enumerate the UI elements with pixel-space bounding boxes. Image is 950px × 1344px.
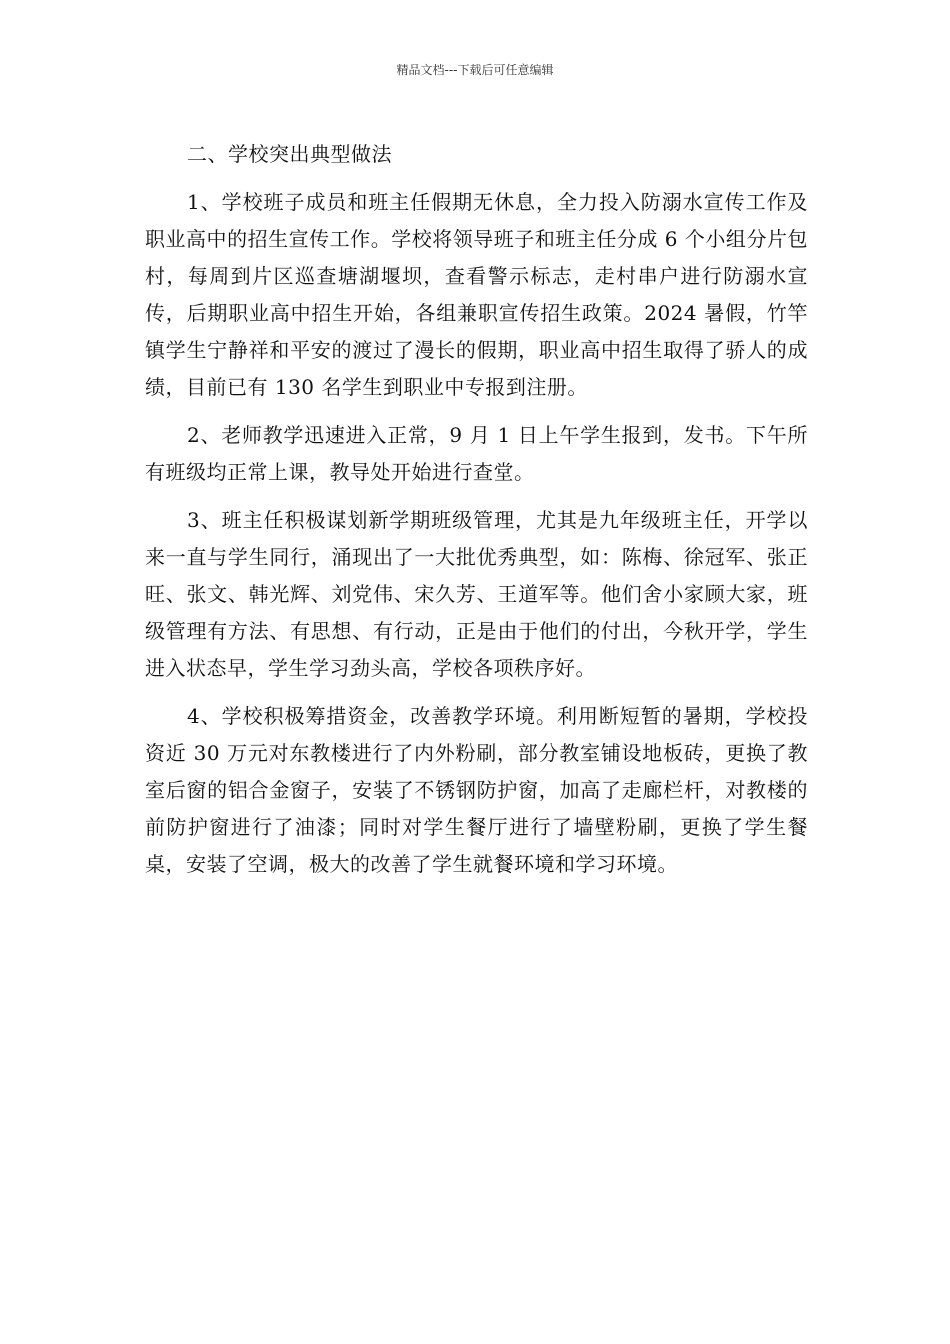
- paragraph-1: 1、学校班子成员和班主任假期无休息，全力投入防溺水宣传工作及职业高中的招生宣传工作。学校将领导班子和班主任分成 6 个小组分片包村，每周到片区巡查塘湖堰坝，查看警示标志，走村串户进行防溺水宣传，后期职业高中招生开始，各组兼职宣传招生政策。2024 暑假，竹竿镇学生宁静祥和平安的渡过了漫长的假期，职业高中招生取得了骄人的成绩，目前已有 130 名学生到职业中专报到注册。: [145, 190, 808, 399]
- document-body: [145, 136, 808, 894]
- paragraph-4: 4、学校积极筹措资金，改善教学环境。利用断短暂的暑期，学校投资近 30 万元对东教楼进行了内外粉刷，部分教室铺设地板砖，更换了教室后窗的铝合金窗子，安装了不锈钢防护窗，加高了走廊栏杆，对教楼的前防护窗进行了油漆；同时对学生餐厅进行了墙壁粉刷，更换了学生餐桌，安装了空调，极大的改善了学生就餐环境和学习环境。: [145, 704, 808, 876]
- section-heading: 二、学校突出典型做法: [187, 142, 392, 166]
- paragraph-2: 2、老师教学迅速进入正常，9 月 1 日上午学生报到，发书。下午所有班级均正常上课，教导处开始进行查堂。: [145, 423, 808, 484]
- page-header: 精品文档---下载后可任意编辑: [396, 63, 554, 77]
- paragraph-3: 3、班主任积极谋划新学期班级管理，尤其是九年级班主任，开学以来一直与学生同行，涌现出了一大批优秀典型，如：陈梅、徐冠军、张正旺、张文、韩光辉、刘党伟、宋久芳、王道军等。他们舍小家顾大家，班级管理有方法、有思想、有行动，正是由于他们的付出，今秋开学，学生进入状态早，学生学习劲头高，学校各项秩序好。: [145, 508, 808, 680]
